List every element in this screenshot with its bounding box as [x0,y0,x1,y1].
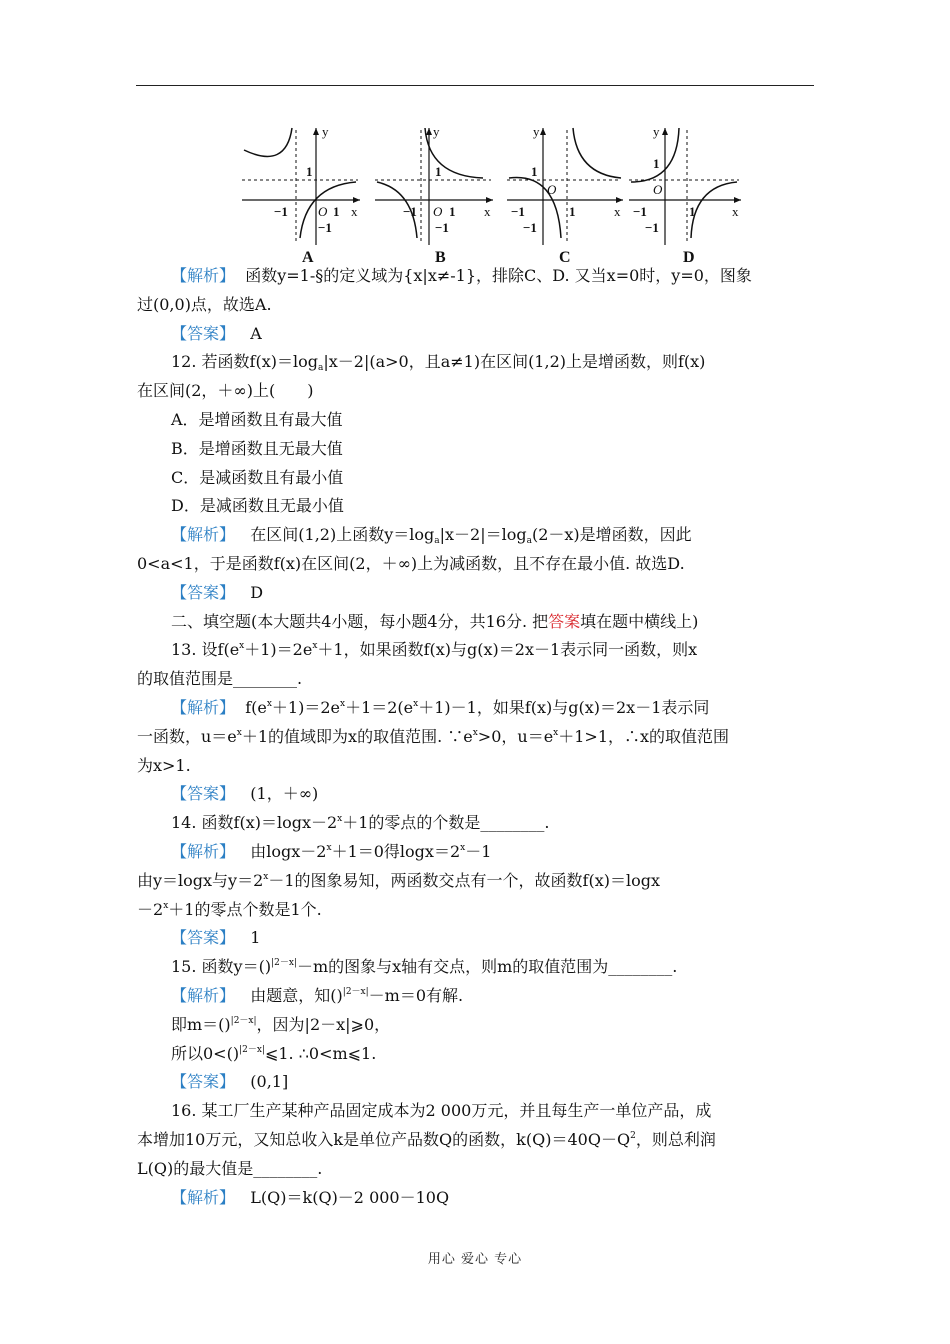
svg-text:x: x [484,204,491,219]
svg-text:x: x [614,204,621,219]
svg-text:O: O [318,204,328,219]
graph-d-label: D [683,249,695,265]
svg-text:y: y [533,124,540,139]
svg-text:−1: −1 [403,204,417,219]
q14-answer: 【答案】 1 [171,928,261,948]
svg-text:O: O [547,182,557,197]
svg-text:1: 1 [653,156,660,171]
q12-option-c: C．是减函数且有最小值 [171,467,344,487]
graph-c [507,124,623,265]
q13-answer: 【答案】 (1，＋∞) [171,784,319,804]
q15-analysis-line-1: 【解析】 由题意，知()$^{|2-x|}$－m＝0有解. [171,985,464,1005]
q15-answer: 【答案】 (0,1] [171,1072,289,1092]
answer-tag: 【答案】 [171,323,236,343]
svg-text:y: y [433,124,440,139]
q15-stem: 15. 函数y＝()$^{|2-x|}$－m的图象与x轴有交点，则m的取值范围为________. [171,957,678,977]
q11-analysis-line-2: 过(0,0)点，故选A. [137,294,272,314]
q14-analysis-line-1: 【解析】 由$\log x-2^x+1=0$得$\log x=2^x-1$ [171,841,492,861]
svg-text:1: 1 [306,164,313,179]
q13-analysis-line-1: 【解析】 $f(e^x+1)=2e^x+1=2(e^x+1)-1$，如果f(x)与g(x)＝2x－1表示同 [171,697,710,717]
q15-analysis-line-2: 即m＝()$^{|2-x|}$，因为|2－x|⩾0， [171,1014,391,1034]
svg-text:1: 1 [569,204,576,219]
q16-stem-line-3: L(Q)的最大值是________. [137,1158,323,1178]
q15-analysis-line-3: 所以0<()$^{|2-x|}$⩽1. ∴0<m⩽1. [171,1043,377,1063]
q12-stem-line-2: 在区间(2，＋∞)上( ) [137,381,314,401]
q16-stem-line-2: 本增加10万元，又知总收入k是单位产品数Q的函数，$k(Q)=40Q-Q^2$，则总利润 [137,1129,716,1149]
graph-c-label: C [559,249,571,265]
q12-analysis-line-2: 0<a<1，于是函数f(x)在区间(2，＋∞)上为减函数，且不存在最小值. 故选D. [137,553,685,573]
svg-text:1: 1 [531,164,538,179]
graph-b [375,124,493,265]
svg-text:O: O [433,204,443,219]
q13-stem-line-2: 的取值范围是________. [137,669,303,689]
graph-a-label: A [302,249,314,265]
q12-answer: 【答案】 D [171,582,264,602]
page-footer: 用心 爱心 专心 [427,1252,523,1267]
q14-stem: 14. 函数$f(x)=\log x-2^x+1$的零点的个数是________. [171,813,550,833]
q14-analysis-line-3: $-2^x+1$的零点个数是1个. [137,899,322,919]
graph-a-y-label: y [322,124,329,139]
svg-text:−1: −1 [633,204,647,219]
q12-option-b: B．是增函数且无最大值 [171,438,343,458]
q12-stem-line-1: 12. 若函数$f(x)=\log_a|x-2|(a>0$，且a≠1)在区间(1,2)上是增函数，则f(x) [171,352,706,374]
q12-option-a: A．是增函数且有最大值 [171,409,343,429]
svg-text:−1: −1 [435,220,449,235]
header-rule [136,85,814,86]
svg-text:−1: −1 [523,220,537,235]
graph-b-label: B [435,249,446,265]
option-graphs-figure [240,120,745,265]
section-2-heading: 二、填空题(本大题共4小题，每小题4分，共16分. 把答案填在题中横线上) [171,611,699,631]
q11-analysis-line-1: 【解析】 函数y=1-§的定义域为{x|x≠-1}，排除C、D. 又当x=0时，y=0，图象 [171,266,752,285]
q13-stem-line-1: 13. 设$f(e^x+1)=2e^x+1$，如果函数f(x)与g(x)＝2x－1表示同一函数，则x [171,640,698,660]
q11-answer: 【答案】 A [171,323,262,343]
q16-stem-line-1: 16. 某工厂生产某种产品固定成本为2 000万元，并且每生产一单位产品，成 [171,1101,712,1121]
svg-text:−1: −1 [511,204,525,219]
graph-a [242,124,360,265]
svg-text:1: 1 [449,204,456,219]
svg-text:y: y [653,124,660,139]
graph-d [629,124,741,265]
q12-analysis-line-1: 【解析】 在区间(1,2)上函数$y=\log_a|x-2|=\log_a(2-x)$是增函数，因此 [171,525,692,547]
svg-text:−1: −1 [274,204,288,219]
svg-text:O: O [653,182,663,197]
q16-analysis-line-1: 【解析】 L(Q)＝k(Q)－2 000－10Q [171,1187,450,1207]
svg-text:−1: −1 [318,220,332,235]
graph-a-x-label: x [351,204,358,219]
q14-analysis-line-2: 由y＝logx与$y=2^x-1$的图象易知，两函数交点有一个，故函数f(x)＝logx [137,870,660,890]
q13-analysis-line-2: 一函数，$u=e^x+1$的值域即为x的取值范围. $\because e^x>0$，$u=e^x+1>1$，∴x的取值范围 [137,726,730,746]
document-body [137,262,817,1212]
svg-text:1: 1 [689,204,696,219]
svg-text:x: x [732,204,739,219]
q13-analysis-line-3: 为x>1. [137,755,191,775]
analysis-tag: 【解析】 [171,266,236,285]
q12-option-d: D．是减函数且无最小值 [171,496,344,516]
svg-text:1: 1 [435,164,442,179]
svg-text:1: 1 [333,204,340,219]
svg-text:−1: −1 [645,220,659,235]
